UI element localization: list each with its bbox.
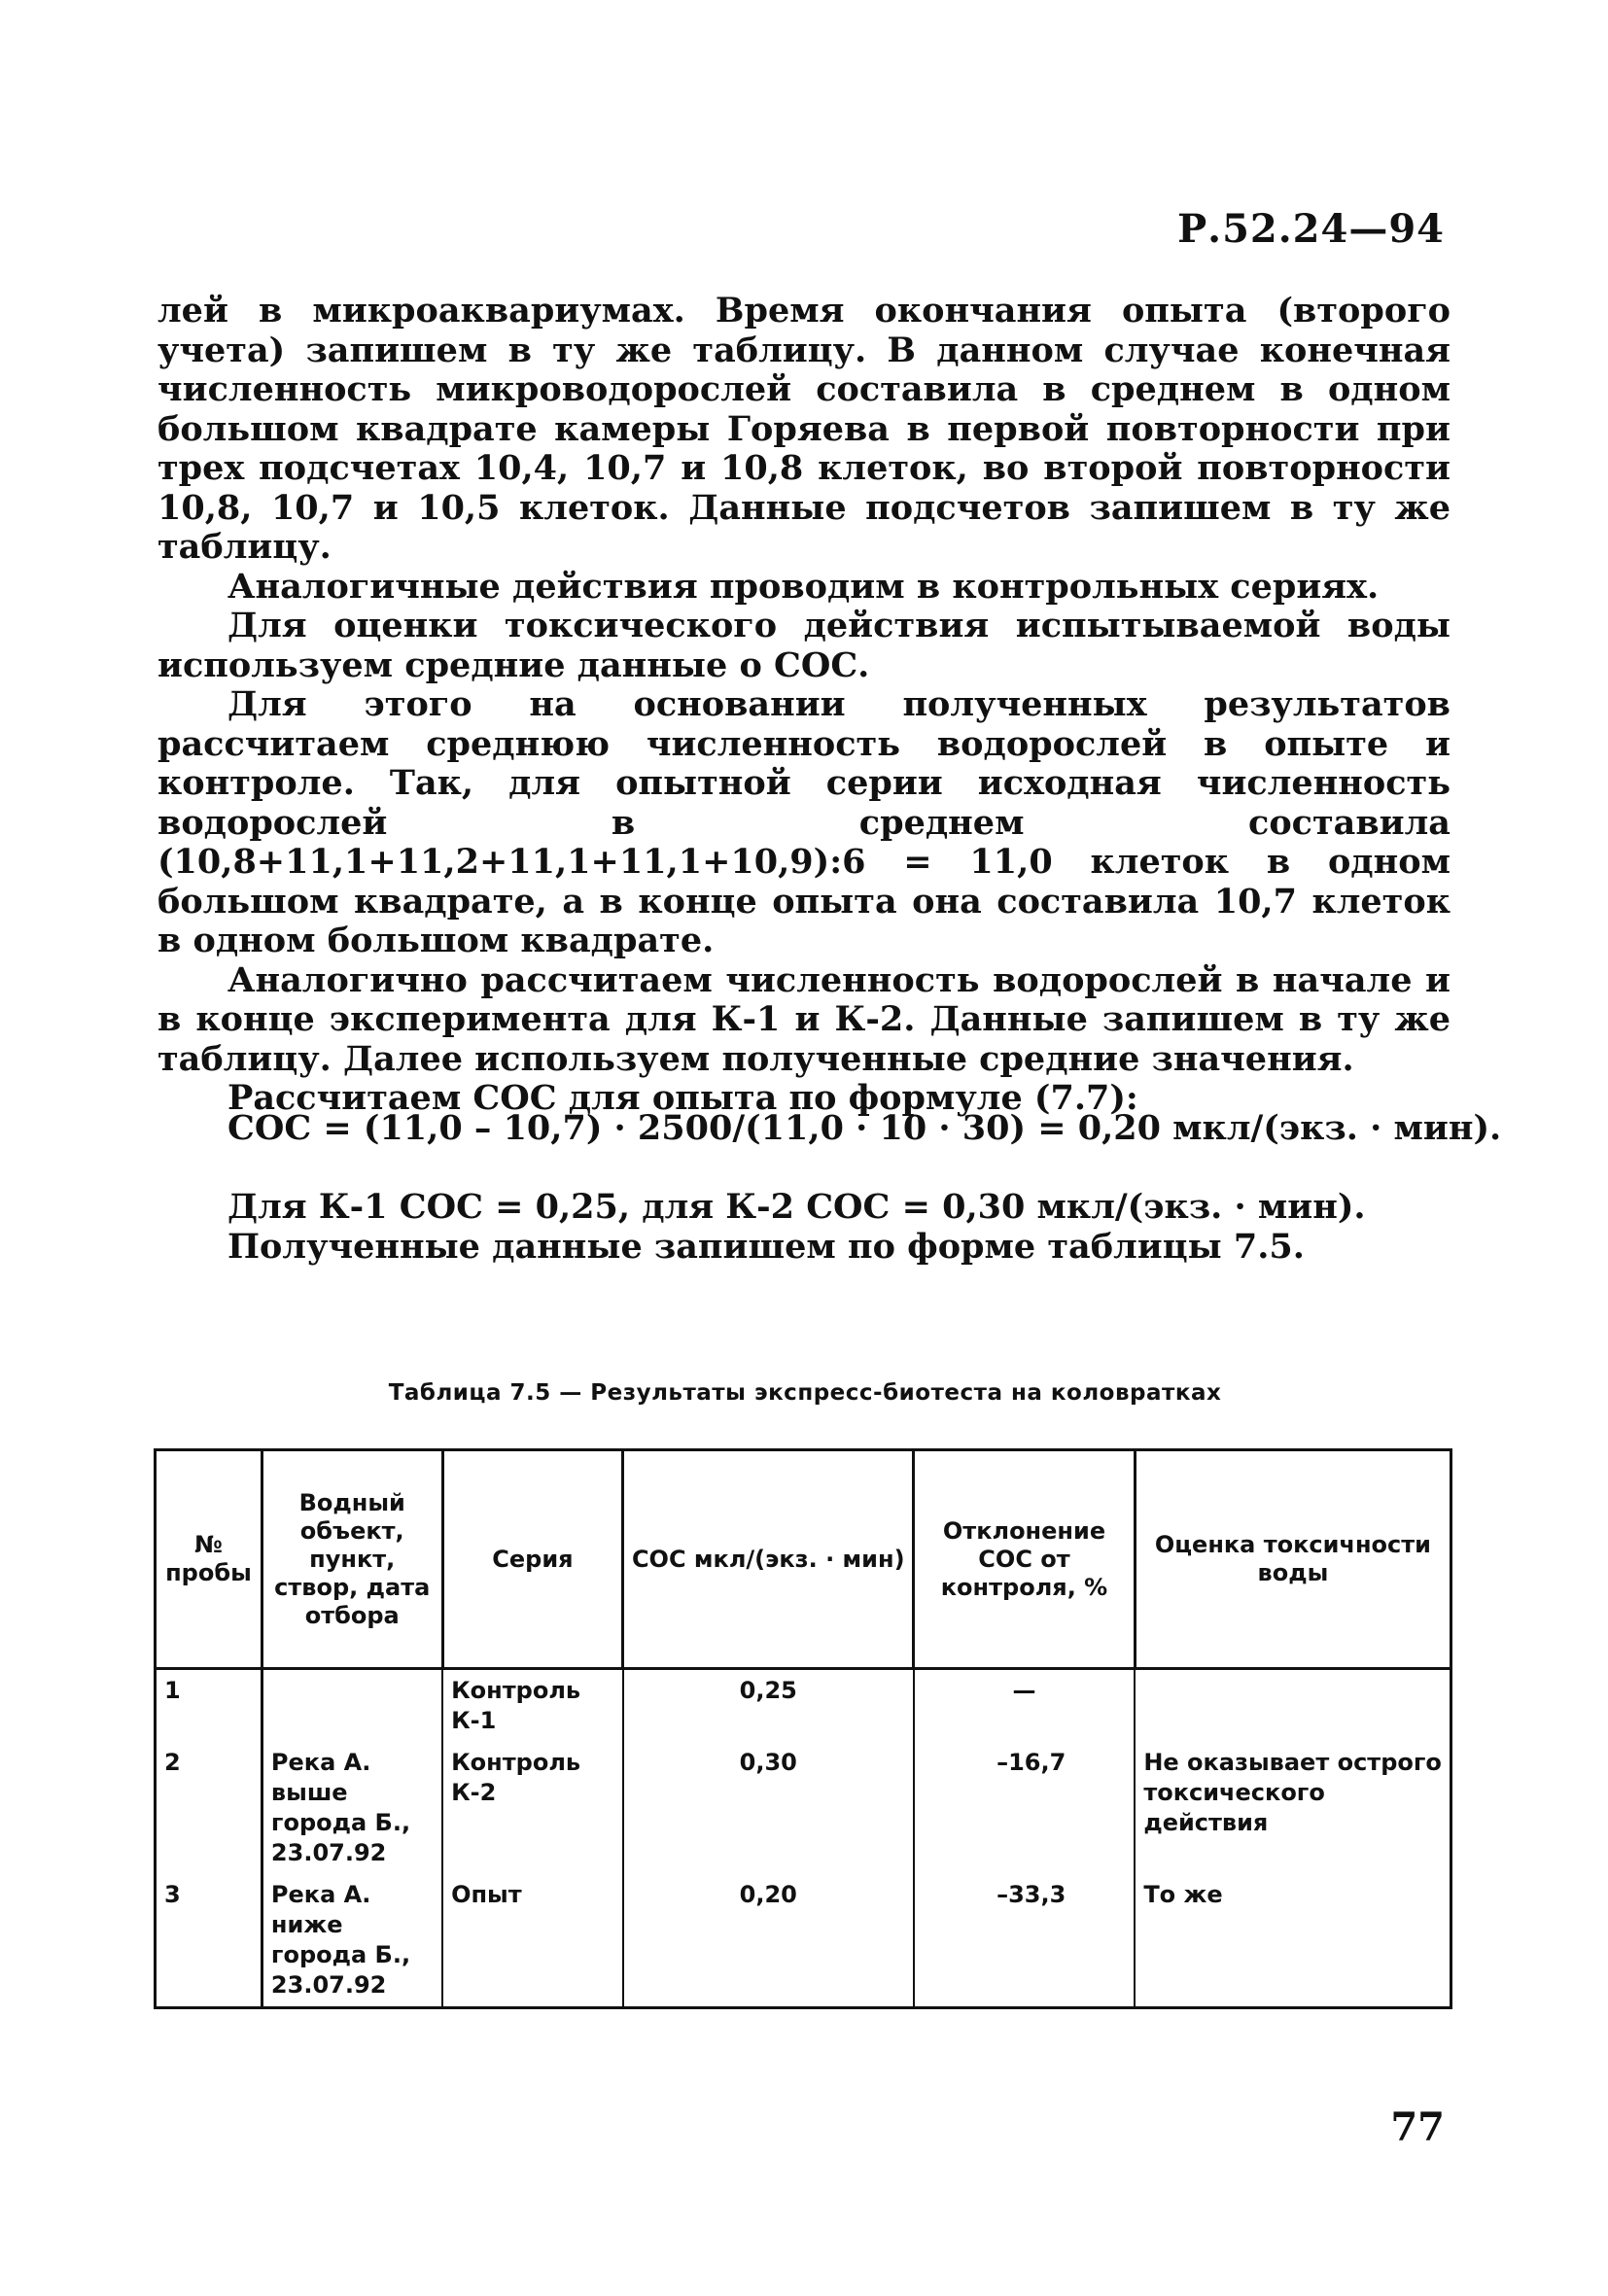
table-title: Таблица 7.5 — Результаты экспресс-биотеста на коловратках <box>388 1380 1222 1406</box>
cell-toxicity: То же <box>1135 1874 1451 2008</box>
cell-deviation: –33,3 <box>914 1874 1136 2008</box>
header-sample-number: № пробы <box>156 1450 262 1669</box>
table-row <box>156 1874 1451 2008</box>
cell-water-object: Река А. ниже города Б., 23.07.92 <box>262 1874 442 2008</box>
paragraph-1: лей в микроаквариумах. Время окончания опыта (второго учета) запишем в ту же таблицу. В данном случае конечная численность микроводорослей составила в среднем в одном большом квадрате камеры Горяева в первой повторности при трех подсчетах 10,4, 10,7 и 10,8 клеток, во второй повторности 10,8, 10,7 и 10,5 клеток. Данные подсчетов запишем в ту же таблицу. <box>157 291 1451 567</box>
cell-deviation: –16,7 <box>914 1742 1136 1874</box>
page-number: 77 <box>1390 2105 1445 2150</box>
cell-sos: 0,25 <box>623 1669 914 1743</box>
cell-sos: 0,20 <box>623 1874 914 2008</box>
header-series: Серия <box>442 1450 623 1669</box>
after-formula-text <box>227 1188 1452 1267</box>
cell-toxicity: Не оказывает острого токсического действия <box>1135 1742 1451 1874</box>
results-table <box>154 1448 1452 2009</box>
body-text <box>157 292 1451 1119</box>
cell-sample-number: 3 <box>156 1874 262 2008</box>
table-header-row <box>156 1450 1451 1669</box>
table-row <box>156 1669 1451 1743</box>
cell-sample-number: 2 <box>156 1742 262 1874</box>
header-sos: СОС мкл/(экз. · мин) <box>623 1450 914 1669</box>
cell-sample-number: 1 <box>156 1669 262 1743</box>
paragraph-5: Аналогично рассчитаем численность водорослей в начале и в конце эксперимента для К-1 и К-2. Данные запишем в ту же таблицу. Далее используем полученные средние значения. <box>157 959 1451 1079</box>
formula: СОС = (11,0 – 10,7) · 2500/(11,0 · 10 · 30) = 0,20 мкл/(экз. · мин). <box>227 1108 1502 1148</box>
paragraph-2: Аналогичные действия проводим в контрольных сериях. <box>227 566 1380 607</box>
cell-sos: 0,30 <box>623 1742 914 1874</box>
after-formula-line-2: Полученные данные запишем по форме таблицы 7.5. <box>227 1226 1305 1267</box>
paragraph-3: Для оценки токсического действия испытываемой воды используем средние данные о СОС. <box>157 606 1451 685</box>
header-deviation: Отклонение СОС от контроля, % <box>914 1450 1136 1669</box>
after-formula-line-1: Для К-1 СОС = 0,25, для К-2 СОС = 0,30 мкл/(экз. · мин). <box>227 1187 1366 1227</box>
cell-series: Контроль К-2 <box>442 1742 623 1874</box>
header-toxicity: Оценка токсичности воды <box>1135 1450 1451 1669</box>
table-row <box>156 1742 1451 1874</box>
cell-toxicity <box>1135 1669 1451 1743</box>
document-code: Р.52.24—94 <box>1177 206 1445 252</box>
cell-series: Опыт <box>442 1874 623 2008</box>
paragraph-6: Рассчитаем СОС для опыта по формуле (7.7): <box>227 1078 1138 1118</box>
cell-water-object <box>262 1669 442 1743</box>
cell-water-object: Река А. выше города Б., 23.07.92 <box>262 1742 442 1874</box>
header-water-object: Водный объект, пункт, створ, дата отбора <box>262 1450 442 1669</box>
cell-deviation: — <box>914 1669 1136 1743</box>
cell-series: Контроль К-1 <box>442 1669 623 1743</box>
paragraph-4: Для этого на основании полученных результатов рассчитаем среднюю численность водорослей в опыте и контроле. Так, для опытной серии исходная численность водорослей в среднем составила (10,8+11,1+11,2+11,1+11,1+10,9):6 = 11,0 клеток в одном большом квадрате, а в конце опыта она составила 10,7 клеток в одном большом квадрате. <box>157 684 1451 960</box>
